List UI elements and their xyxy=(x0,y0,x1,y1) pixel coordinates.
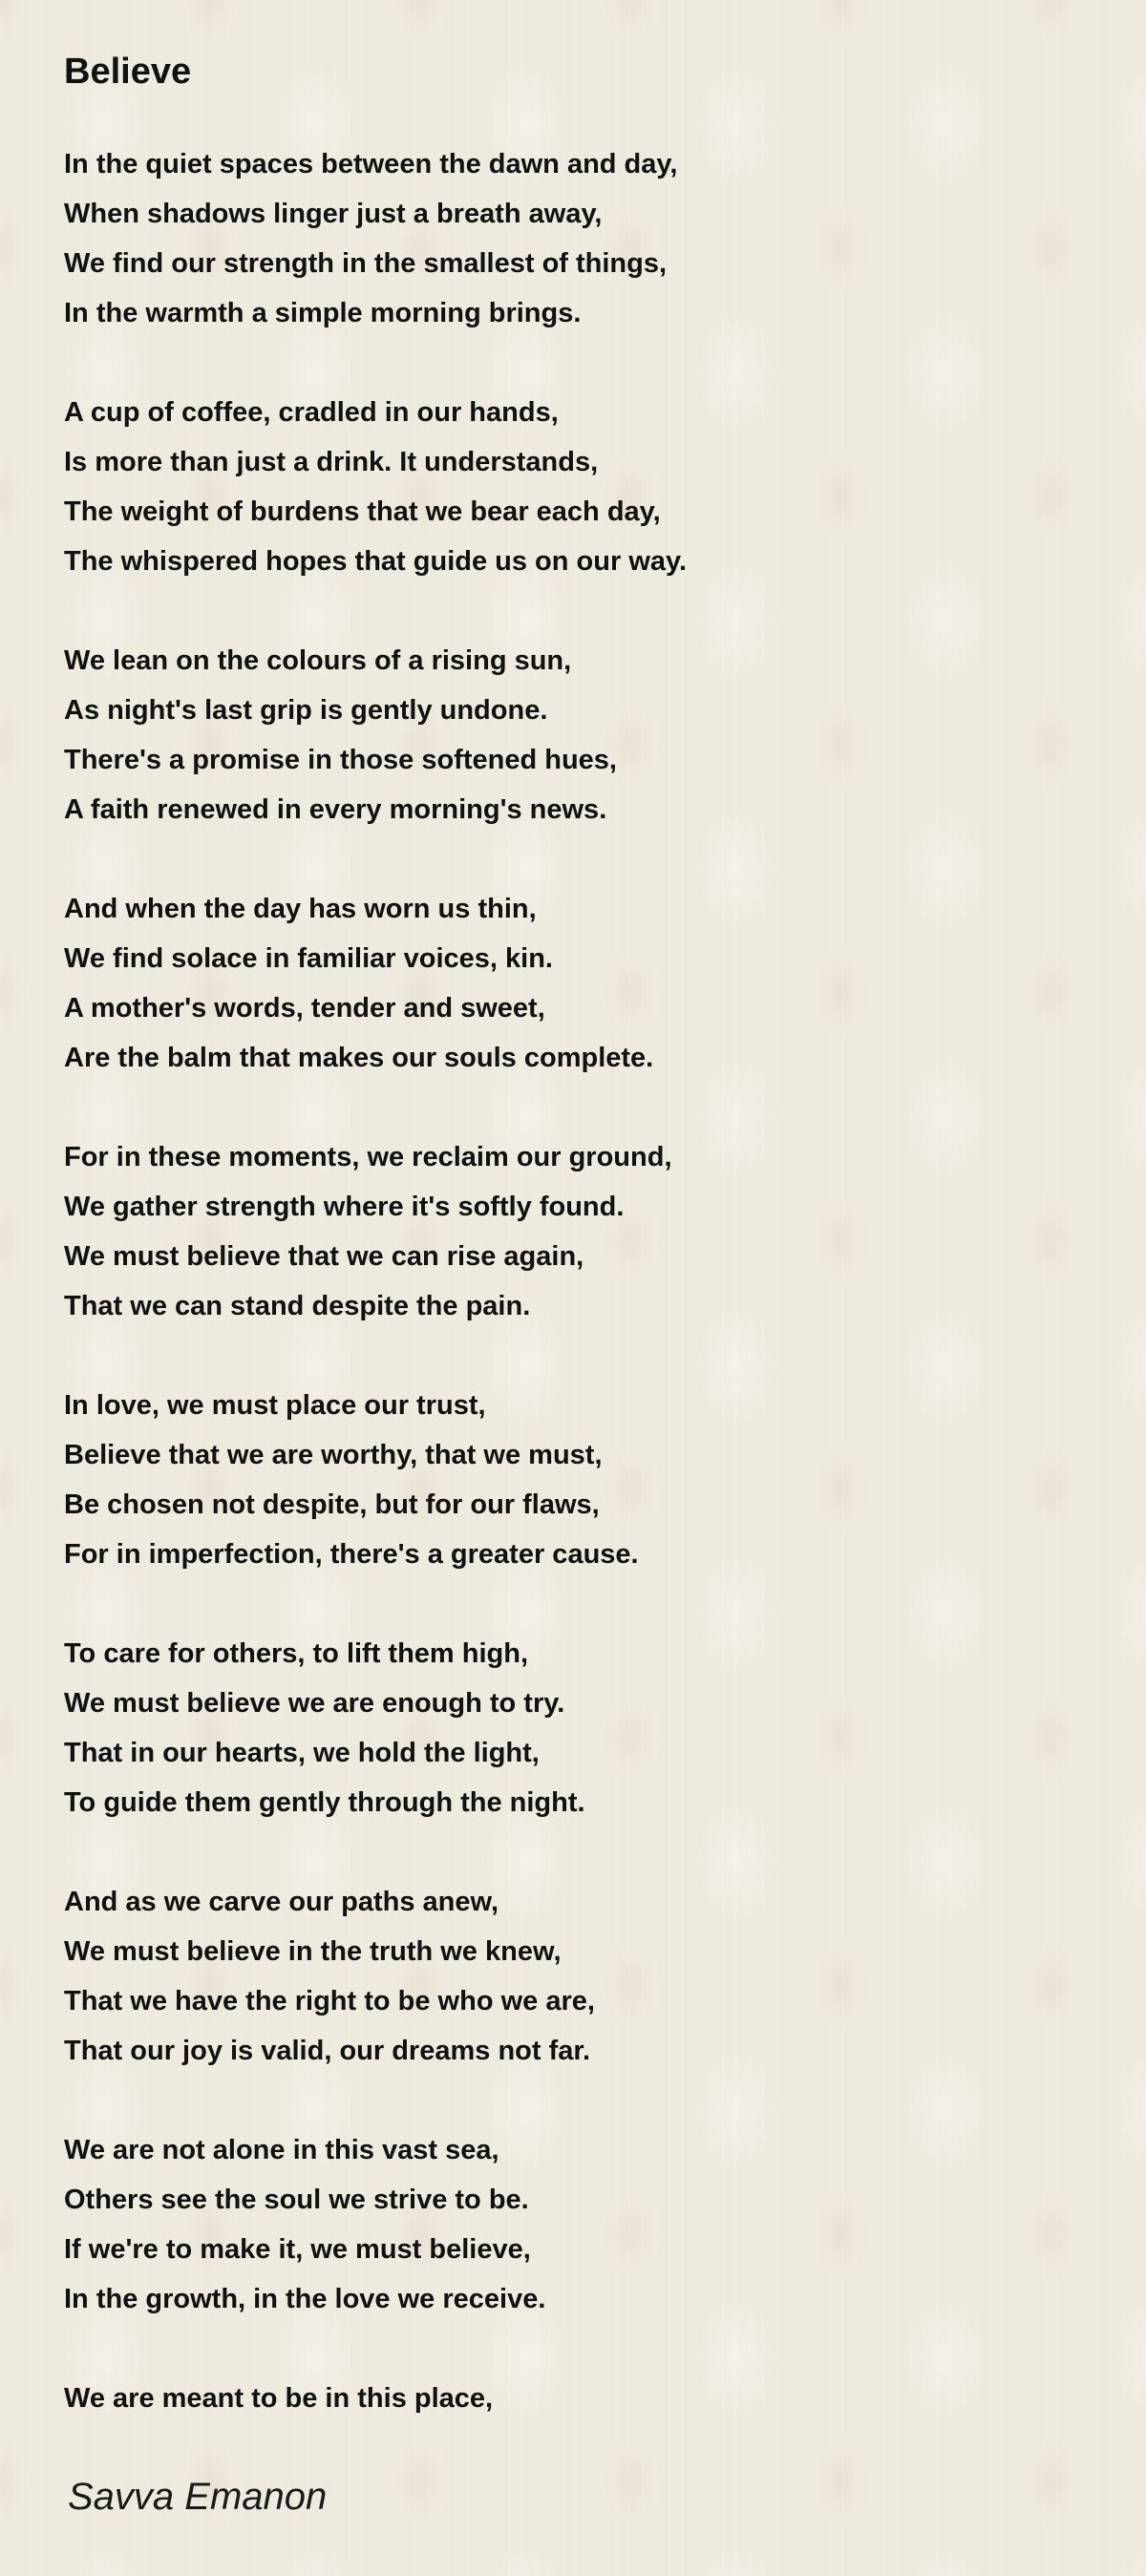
poem-line: That in our hearts, we hold the light, xyxy=(64,1738,540,1768)
poem-line: In the quiet spaces between the dawn and day, xyxy=(64,149,678,179)
poem-line: We find solace in familiar voices, kin. xyxy=(64,943,553,974)
poem-line: We find our strength in the smallest of things, xyxy=(64,248,668,279)
poem-line: Others see the soul we strive to be. xyxy=(64,2185,529,2215)
poem-line: Be chosen not despite, but for our flaws, xyxy=(64,1489,600,1520)
poem-line: We must believe that we can rise again, xyxy=(64,1241,584,1272)
poem-line: That our joy is valid, our dreams not far. xyxy=(64,2036,591,2066)
poem-line: A cup of coffee, cradled in our hands, xyxy=(64,397,559,428)
poem-stanza xyxy=(64,139,1146,338)
poem-line: Believe that we are worthy, that we must, xyxy=(64,1440,603,1470)
poem-stanza xyxy=(64,636,1146,834)
poem-line: There's a promise in those softened hues, xyxy=(64,745,617,775)
poem-line: We must believe in the truth we knew, xyxy=(64,1936,562,1967)
poem-stanza xyxy=(64,2125,1146,2324)
poem-line: We lean on the colours of a rising sun, xyxy=(64,645,572,676)
poem-stanza xyxy=(64,388,1146,586)
poem-line: When shadows linger just a breath away, xyxy=(64,199,603,229)
poem-stanza xyxy=(64,1877,1146,2076)
poem-line: For in imperfection, there's a greater cause. xyxy=(64,1539,639,1570)
poem-stanza xyxy=(64,884,1146,1083)
poem-title: Believe xyxy=(64,52,192,92)
poem-line: A faith renewed in every morning's news. xyxy=(64,794,607,825)
poem-line: To guide them gently through the night. xyxy=(64,1787,585,1818)
poem-line: A mother's words, tender and sweet, xyxy=(64,993,545,1024)
poem-line: That we can stand despite the pain. xyxy=(64,1291,531,1321)
poem-line: For in these moments, we reclaim our ground, xyxy=(64,1142,672,1172)
poem-line: We gather strength where it's softly found. xyxy=(64,1192,625,1222)
poem-line: We must believe we are enough to try. xyxy=(64,1688,565,1719)
poem-line: If we're to make it, we must believe, xyxy=(64,2234,531,2265)
poem-line: That we have the right to be who we are, xyxy=(64,1986,595,2016)
poem-line: The weight of burdens that we bear each day, xyxy=(64,496,661,527)
poem-line: In the growth, in the love we receive. xyxy=(64,2284,546,2314)
poem-line: The whispered hopes that guide us on our way. xyxy=(64,546,688,577)
poem-line: Are the balm that makes our souls complete. xyxy=(64,1043,654,1073)
poem-author: Savva Emanon xyxy=(68,2476,328,2518)
poem-line: And when the day has worn us thin, xyxy=(64,894,537,924)
poem-line: To care for others, to lift them high, xyxy=(64,1638,529,1669)
poem-line: We are not alone in this vast sea, xyxy=(64,2135,499,2165)
poem-stanza xyxy=(64,2374,1146,2423)
poem-stanza xyxy=(64,1381,1146,1579)
poem-line: In the warmth a simple morning brings. xyxy=(64,298,582,328)
poem-line: As night's last grip is gently undone. xyxy=(64,695,548,726)
poem-stanza xyxy=(64,1629,1146,1827)
poem-stanza xyxy=(64,1132,1146,1331)
poem-line: Is more than just a drink. It understands, xyxy=(64,447,599,477)
poem-line: And as we carve our paths anew, xyxy=(64,1887,499,1917)
poem-line: In love, we must place our trust, xyxy=(64,1390,486,1421)
poem-line: We are meant to be in this place, xyxy=(64,2383,494,2414)
poem-body xyxy=(64,139,1146,2423)
